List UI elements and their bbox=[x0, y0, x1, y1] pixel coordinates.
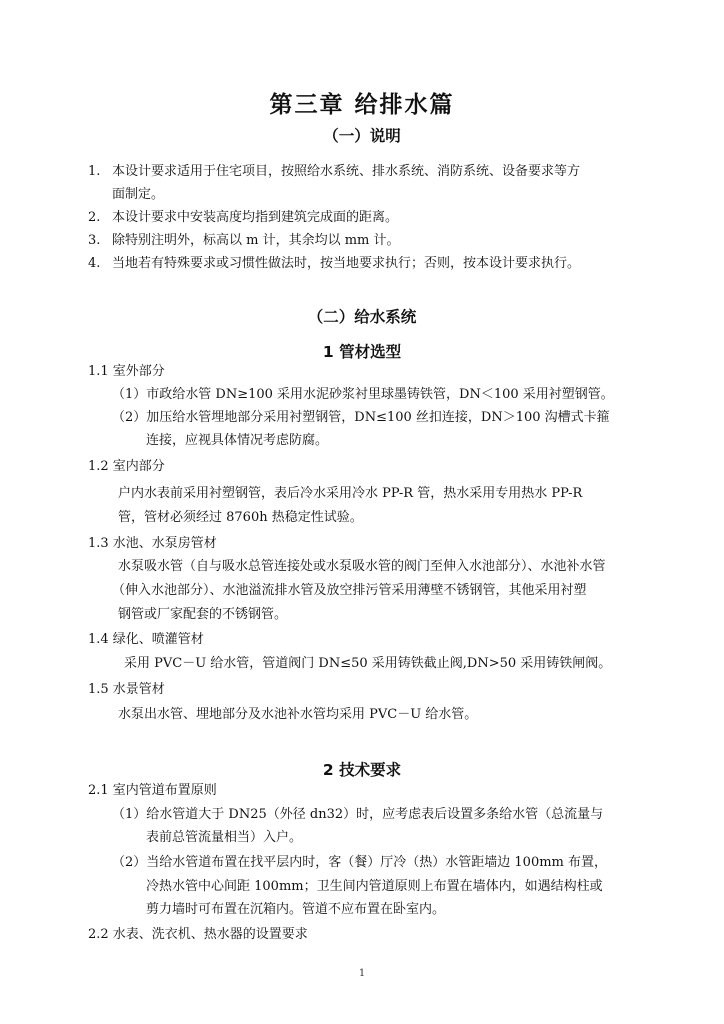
subsection-heading-pipe-selection: 1 管材选型 bbox=[322, 343, 402, 361]
subsection-heading-technical-requirements: 2 技术要求 bbox=[322, 761, 402, 779]
item-text: 面制定。 bbox=[112, 187, 165, 202]
item-text: 本设计要求适用于住宅项目，按照给水系统、排水系统、消防系统、设备要求等方 bbox=[112, 164, 581, 179]
paragraph-line: 采用 PVC－U 给水管，管道阀门 DN≤50 采用铸铁截止阀,DN>50 采用铸铁闸阀。 bbox=[124, 656, 612, 671]
item-number: 3. bbox=[88, 233, 101, 248]
chapter-title: 第三章 给排水篇 bbox=[269, 92, 455, 118]
paragraph-line: （1）市政给水管 DN≥100 采用水泥砂浆衬里球墨铸铁管，DN＜100 采用衬塑钢管。 bbox=[112, 387, 614, 402]
section-heading-water-supply: （二）给水系统 bbox=[307, 308, 417, 326]
clause-heading: 2.2 水表、洗衣机、热水器的设置要求 bbox=[88, 927, 308, 942]
item-text: 当地若有特殊要求或习惯性做法时，按当地要求执行；否则，按本设计要求执行。 bbox=[112, 256, 581, 271]
item-number: 1. bbox=[88, 164, 101, 179]
paragraph-line: （2）加压给水管埋地部分采用衬塑钢管，DN≤100 丝扣连接，DN＞100 沟槽式卡箍 bbox=[112, 410, 610, 425]
clause-heading: 1.2 室内部分 bbox=[88, 459, 165, 474]
clause-heading: 1.1 室外部分 bbox=[88, 364, 165, 379]
paragraph-line: 水泵吸水管（自与吸水总管连接处或水泵吸水管的阀门至伸入水池部分）、水池补水管 bbox=[118, 559, 606, 574]
clause-heading: 1.3 水池、水泵房管材 bbox=[88, 536, 217, 551]
paragraph-line: 户内水表前采用衬塑钢管，表后冷水采用冷水 PP-R 管，热水采用专用热水 PP-R bbox=[118, 486, 583, 501]
section-heading-notes: （一）说明 bbox=[323, 127, 401, 145]
paragraph-line: 连接，应视具体情况考虑防腐。 bbox=[146, 433, 329, 448]
paragraph-line: （伸入水池部分）、水池溢流排水管及放空排污管采用薄壁不锈钢管，其他采用衬塑 bbox=[112, 583, 587, 598]
paragraph-line: 钢管或厂家配套的不锈钢管。 bbox=[118, 607, 288, 622]
clause-heading: 1.5 水景管材 bbox=[88, 682, 165, 697]
paragraph-line: 表前总管流量相当）入户。 bbox=[146, 830, 303, 845]
paragraph-line: 管，管材必须经过 8760h 热稳定性试验。 bbox=[118, 510, 363, 525]
clause-heading: 2.1 室内管道布置原则 bbox=[88, 783, 217, 798]
paragraph-line: 冷热水管中心间距 100mm；卫生间内管道原则上布置在墙体内，如遇结构柱或 bbox=[146, 879, 603, 894]
item-text: 本设计要求中安装高度均指到建筑完成面的距离。 bbox=[112, 210, 399, 225]
item-text: 除特别注明外，标高以 m 计，其余均以 mm 计。 bbox=[112, 233, 400, 248]
paragraph-line: （1）给水管道大于 DN25（外径 dn32）时，应考虑表后设置多条给水管（总流量与 bbox=[112, 807, 604, 822]
paragraph-line: （2）当给水管道布置在找平层内时，客（餐）厅冷（热）水管距墙边 100mm 布置， bbox=[112, 855, 608, 870]
item-number: 4. bbox=[88, 256, 101, 271]
paragraph-line: 水泵出水管、埋地部分及水池补水管均采用 PVC－U 给水管。 bbox=[118, 707, 478, 722]
item-number: 2. bbox=[88, 210, 101, 225]
clause-heading: 1.4 绿化、喷灌管材 bbox=[88, 632, 204, 647]
paragraph-line: 剪力墙时可布置在沉箱内。管道不应布置在卧室内。 bbox=[146, 902, 446, 917]
page-number: 1 bbox=[358, 968, 366, 979]
